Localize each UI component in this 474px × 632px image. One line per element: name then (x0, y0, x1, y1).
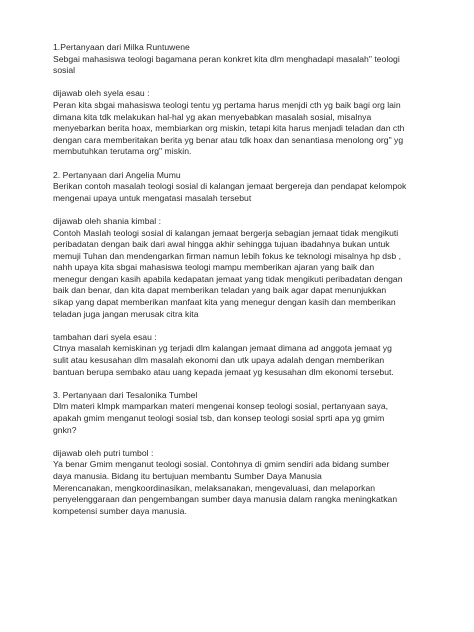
a1-text (53, 100, 434, 158)
text-line: Ya benar Gmim menganut teologi sosial. Contohnya di gmim sendiri ada bidang sumber (53, 459, 390, 470)
text-line: 3. Pertanyaan dari Tesalonika Tumbel (53, 389, 198, 400)
q1-title (53, 42, 434, 54)
text-line: nahh upaya kita sbgai mahasiswa teologi mampu memberikan ajaran yang baik dan (53, 262, 375, 273)
text-line: membutuhkan terutama org" miskin. (53, 146, 192, 157)
text-line: Ctnya masalah kemiskinan yg terjadi dlm kalangan jemaat dimana ad anggota jemaat yg (53, 343, 392, 354)
text-line: dengan cara memberitakan berita yg benar atau tdk hoax dan senantiasa menolong org" yg (53, 134, 404, 145)
text-line: memuji Tuhan dan mendengarkan firman namun lebih fokus ke teknologi misalnya hp dsb , (53, 250, 402, 261)
text-line: penyelenggaraan dan pengembangan sumber daya manusia dalam rangka meningkatkan (53, 494, 398, 505)
q3-text (53, 401, 434, 436)
text-line: dijawab oleh syela esau : (53, 88, 150, 99)
text-line: daya manusia. Bidang itu bertujuan membantu Sumber Daya Manusia (53, 470, 322, 481)
text-line: Sebgai mahasiswa teologi bagamana peran konkret kita dlm menghadapi masalah" teologi (53, 53, 400, 64)
text-line: peribadatan dengan baik dari awal hingga akhir sehingga tujuan ibadahnya bukan untuk (53, 239, 390, 250)
a3-heading (53, 448, 434, 460)
text-line: baik dan benar, dan kita dapat memberikan teladan yang baik agar dapat menunjukkan (53, 285, 387, 296)
text-line: menegur dengan kasih apabila kedapatan jemaat yang tidak mengikuti peribadatan dengan (53, 273, 403, 284)
text-line: sulit atau kesusahan dlm masalah ekonomi dan utk upaya adalah dengan memberikan (53, 355, 385, 366)
a3-text (53, 459, 434, 517)
document-body (53, 42, 434, 517)
paragraph-spacer (53, 378, 434, 390)
text-line: dijawab oleh shania kimbal : (53, 215, 162, 226)
a1-heading (53, 88, 434, 100)
q2-text (53, 181, 434, 204)
text-line: 1.Pertanyaan dari Milka Runtuwene (53, 42, 190, 52)
text-line: menyebarkan berita hoax, membiarkan org miskin, tetapi kita harus menjadi teladan dan cth (53, 123, 405, 134)
text-line: sikap yang dapat memberikan manfaat kita yang menegur dengan kasih dan memberikan (53, 297, 396, 308)
a2b-text (53, 343, 434, 378)
text-line: kompetensi sumber daya manusia. (53, 505, 187, 516)
text-line: teladan juga jangan merusak citra kita (53, 308, 199, 319)
text-line: apakah gmim menganut teologi sosial tsb, dan konsep teologi sosial sprti apa yg gmim (53, 413, 385, 423)
paragraph-spacer (53, 77, 434, 89)
text-line: Dlm materi klmpk mamparkan materi mengenai konsep teologi sosial, pertanyaan saya, (53, 401, 389, 412)
q1-text (53, 54, 434, 77)
text-line: dijawab oleh putri tumbol : (53, 447, 154, 458)
text-line: mengenai upaya untuk mengatasi masalah tersebut (53, 192, 252, 203)
text-line: Contoh Maslah teologi sosial di kalangan jemaat bergerja sebagian jemaat tidak mengikuti (53, 227, 399, 238)
text-line: gnkn? (53, 424, 77, 435)
text-line: dimana kita tdk melakukan hal-hal yg akan menyebabkan masalah sosial, misalnya (53, 111, 372, 122)
text-line: tambahan dari syela esau : (53, 331, 157, 342)
paragraph-spacer (53, 320, 434, 332)
paragraph-spacer (53, 204, 434, 216)
q2-title (53, 170, 434, 182)
a2-text (53, 228, 434, 321)
text-line: Peran kita sbgai mahasiswa teologi tentu yg pertama harus menjdi cth yg baik bagi org lain (53, 99, 401, 110)
paragraph-spacer (53, 158, 434, 170)
a2b-heading (53, 332, 434, 344)
text-line: Merencanakan, mengkoordinasikan, melaksanakan, mengevaluasi, dan melaporkan (53, 482, 376, 493)
a2-heading (53, 216, 434, 228)
text-line: bantuan berupa sembako atau uang kepada jemaat yg kesusahan dlm ekonomi tersebut. (53, 366, 394, 377)
text-line: Berikan contoh masalah teologi sosial di kalangan jemaat bergereja dan pendapat kelompok (53, 181, 407, 192)
text-line: 2. Pertanyaan dari Angelia Mumu (53, 169, 181, 180)
q3-title (53, 390, 434, 402)
text-line: sosial (53, 65, 76, 76)
paragraph-spacer (53, 436, 434, 448)
